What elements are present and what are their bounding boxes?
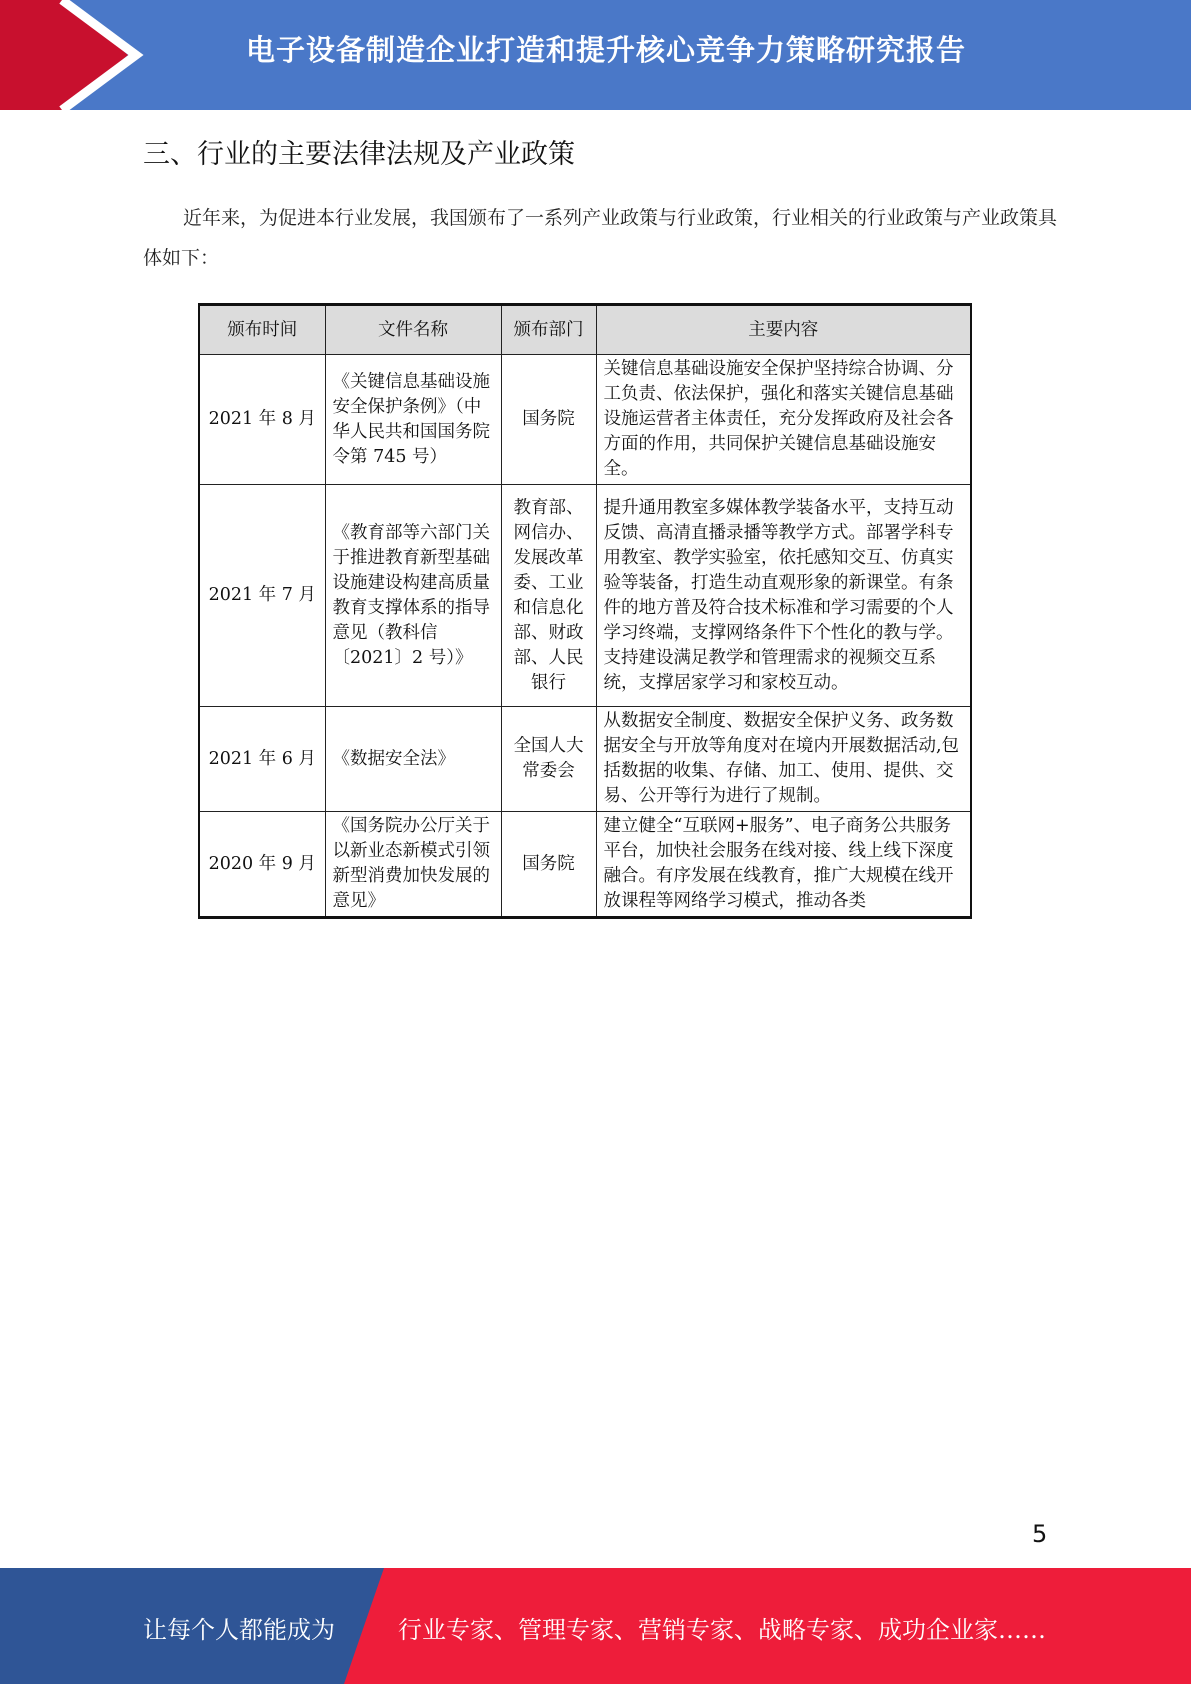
- row-dept: 国务院: [501, 355, 596, 485]
- header-doc: 文件名称: [325, 305, 501, 355]
- row-dept: 教育部、网信办、发展改革委、工业和信息化部、财政部、人民银行: [501, 485, 596, 707]
- row-date: 2021 年 8 月: [199, 355, 325, 485]
- row-doc: 《国务院办公厅关于以新业态新模式引领新型消费加快发展的意见》: [325, 812, 501, 918]
- table-header-row: [199, 305, 971, 355]
- row-content: 关键信息基础设施安全保护坚持综合协调、分工负责、依法保护，强化和落实关键信息基础设施运营者主体责任，充分发挥政府及社会各方面的作用，共同保护关键信息基础设施安全。: [596, 355, 971, 485]
- row-date: 2020 年 9 月: [199, 812, 325, 918]
- row-date: 2021 年 7 月: [199, 485, 325, 707]
- row-content: 提升通用教室多媒体教学装备水平，支持互动反馈、高清直播录播等教学方式。部署学科专用教室、教学实验室，依托感知交互、仿真实验等装备，打造生动直观形象的新课堂。有条件的地方普及符合技术标准和学习需要的个人学习终端，支撑网络条件下个性化的教与学。支持建设满足教学和管理需求的视频交互系统，支撑居家学习和家校互动。: [596, 485, 971, 707]
- page-number: 5: [1032, 1520, 1048, 1548]
- intro-paragraph: 近年来，为促进本行业发展，我国颁布了一系列产业政策与行业政策，行业相关的行业政策与产业政策具体如下：: [143, 207, 1058, 269]
- table-row: [199, 485, 971, 707]
- table-row: [199, 812, 971, 918]
- header-date: 颁布时间: [199, 305, 325, 355]
- footer-slogan-left: 让每个人都能成为: [143, 1616, 335, 1644]
- table-row: [199, 355, 971, 485]
- row-dept: 全国人大常委会: [501, 707, 596, 812]
- row-date: 2021 年 6 月: [199, 707, 325, 812]
- report-title: 电子设备制造企业打造和提升核心竞争力策略研究报告: [246, 33, 967, 67]
- row-doc: 《关键信息基础设施安全保护条例》（中华人民共和国国务院令第 745 号）: [325, 355, 501, 485]
- footer-slogan-right: 行业专家、管理专家、营销专家、战略专家、成功企业家……: [398, 1616, 1046, 1644]
- header-red-arrow: [0, 0, 128, 110]
- header-dept: 颁布部门: [501, 305, 596, 355]
- header-content: 主要内容: [596, 305, 971, 355]
- page-header: [0, 0, 1191, 110]
- policy-table: [198, 303, 972, 919]
- row-doc: 《数据安全法》: [325, 707, 501, 812]
- table-row: [199, 707, 971, 812]
- page-footer: [0, 1568, 1191, 1684]
- row-dept: 国务院: [501, 812, 596, 918]
- row-content: 从数据安全制度、数据安全保护义务、政务数据安全与开放等角度对在境内开展数据活动,包括数据的收集、存储、加工、使用、提供、交易、公开等行为进行了规制。: [596, 707, 971, 812]
- row-doc: 《教育部等六部门关于推进教育新型基础设施建设构建高质量教育支撑体系的指导意见（教科信〔2021〕2 号）》: [325, 485, 501, 707]
- section-title: 三、行业的主要法律法规及产业政策: [143, 139, 575, 170]
- row-content: 建立健全“互联网+服务”、电子商务公共服务平台，加快社会服务在线对接、线上线下深度融合。有序发展在线教育，推广大规模在线开放课程等网络学习模式，推动各类: [596, 812, 971, 918]
